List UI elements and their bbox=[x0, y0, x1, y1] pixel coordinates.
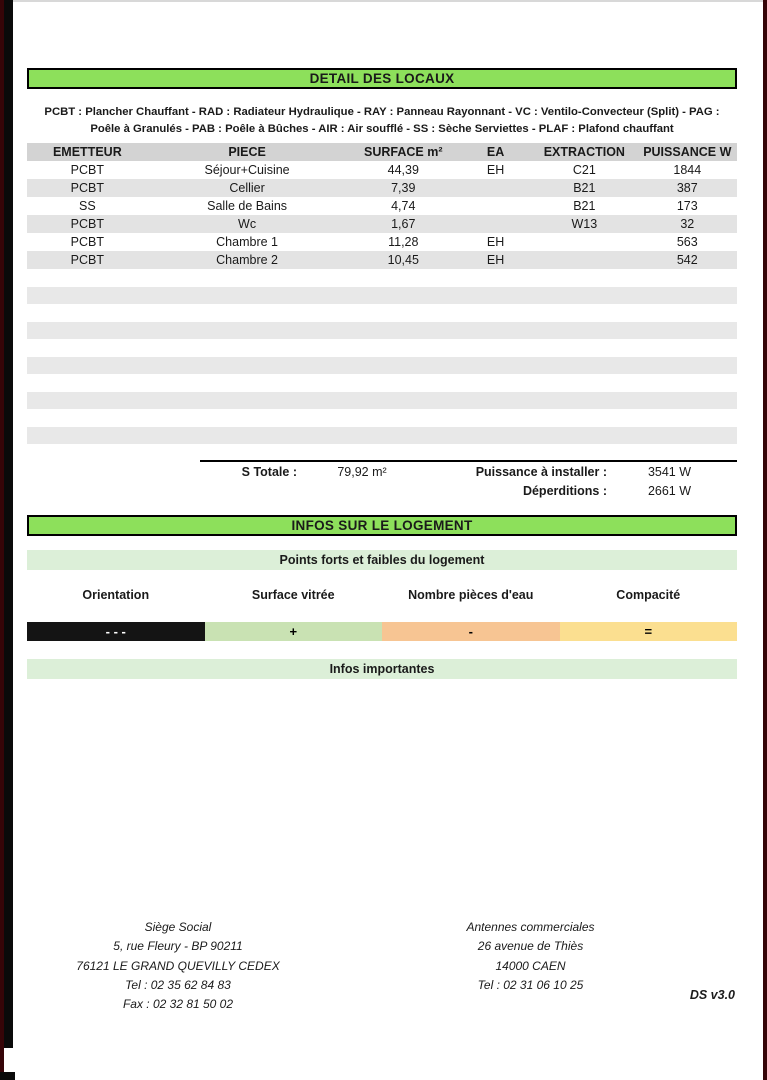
table-cell bbox=[531, 251, 638, 269]
table-header-cell: EA bbox=[460, 143, 531, 161]
table-header-row bbox=[27, 143, 737, 161]
table-row bbox=[27, 251, 737, 269]
s-totale-value: 79,92 m² bbox=[337, 465, 387, 479]
empty-table-row bbox=[27, 269, 737, 287]
table-header-cell: SURFACE m² bbox=[346, 143, 460, 161]
software-version-label: DS v3.0 bbox=[689, 988, 735, 1002]
table-cell: B21 bbox=[531, 179, 638, 197]
table-row bbox=[27, 215, 737, 233]
locaux-table bbox=[27, 143, 737, 269]
table-cell: PCBT bbox=[70, 163, 105, 177]
scan-corner-mark bbox=[0, 1072, 15, 1080]
empty-table-row bbox=[27, 374, 737, 392]
footer-address-line: Tel : 02 31 06 10 25 bbox=[477, 977, 584, 992]
puissance-a-installer-label: Puissance à installer : bbox=[475, 465, 607, 479]
antennes-commerciales-address bbox=[423, 918, 638, 995]
table-row bbox=[27, 197, 737, 215]
page-right-edge bbox=[763, 0, 767, 1080]
empty-table-row bbox=[27, 287, 737, 305]
table-cell: 7,39 bbox=[346, 179, 460, 197]
footer-address-line: Antennes commerciales bbox=[466, 920, 595, 934]
point-rating-cell: + bbox=[205, 622, 383, 641]
table-cell: 4,74 bbox=[391, 199, 416, 213]
empty-table-row bbox=[27, 392, 737, 410]
emitter-abbreviation-legend: PCBT : Plancher Chauffant - RAD : Radiateur Hydraulique - RAY : Panneau Rayonnant - VC : Ventilo-Convecteur (Split) - PAG : Poêle à Granulés - PAB : Poêle à Bûches - AIR : Air soufflé - SS : Sèche Serviettes - PLAF : Plafond chauffant bbox=[44, 106, 720, 135]
puissance-a-installer-value: 3541 W bbox=[647, 465, 692, 479]
empty-striped-rows bbox=[27, 269, 737, 444]
footer-address-line: 5, rue Fleury - BP 90211 bbox=[113, 939, 243, 954]
table-cell: 542 bbox=[638, 251, 737, 269]
section-title-infos-logement: INFOS SUR LE LOGEMENT bbox=[27, 515, 737, 536]
points-labels-row bbox=[27, 587, 737, 605]
table-cell: PCBT bbox=[27, 179, 148, 197]
empty-table-row bbox=[27, 409, 737, 427]
table-cell bbox=[531, 233, 638, 251]
table-cell: Cellier bbox=[148, 179, 347, 197]
table-cell: SS bbox=[79, 199, 96, 213]
table-body bbox=[27, 161, 737, 269]
empty-table-row bbox=[27, 304, 737, 322]
table-cell bbox=[460, 179, 531, 197]
table-header-cell: EMETTEUR bbox=[27, 143, 148, 161]
table-cell: Wc bbox=[148, 215, 347, 233]
table-cell: C21 bbox=[572, 163, 596, 177]
totals-section bbox=[27, 444, 737, 502]
table-cell bbox=[460, 197, 531, 215]
table-cell: 387 bbox=[638, 179, 737, 197]
point-rating-cell: - bbox=[382, 622, 560, 641]
table-cell: EH bbox=[460, 251, 531, 269]
footer-address-line: 76121 LE GRAND QUEVILLY CEDEX bbox=[76, 958, 280, 973]
point-category-label: Surface vitrée bbox=[251, 588, 335, 602]
table-cell: 44,39 bbox=[387, 163, 419, 177]
scan-shadow-bar bbox=[4, 0, 13, 1048]
empty-table-row bbox=[27, 427, 737, 445]
table-cell: 10,45 bbox=[346, 251, 460, 269]
table-cell: Chambre 2 bbox=[148, 251, 347, 269]
point-category-label: Nombre pièces d'eau bbox=[408, 588, 534, 602]
table-cell: 32 bbox=[638, 215, 737, 233]
footer-address-line: 26 avenue de Thiès bbox=[477, 939, 584, 954]
deperditions-value: 2661 W bbox=[647, 484, 692, 498]
table-cell bbox=[460, 215, 531, 233]
table-cell: 11,28 bbox=[388, 235, 419, 249]
point-rating-cell: = bbox=[560, 622, 738, 641]
section-title-detail-des-locaux: DETAIL DES LOCAUX bbox=[27, 68, 737, 89]
points-cells-row bbox=[27, 622, 737, 641]
table-cell: B21 bbox=[573, 199, 596, 213]
deperditions-label: Déperditions : bbox=[522, 484, 607, 498]
table-cell: PCBT bbox=[27, 215, 148, 233]
empty-table-row bbox=[27, 339, 737, 357]
footer-address-line: Tel : 02 35 62 84 83 bbox=[125, 977, 231, 992]
table-cell: 1844 bbox=[673, 163, 702, 177]
table-cell: 563 bbox=[676, 235, 698, 249]
footer-address-line: 14000 CAEN bbox=[495, 958, 566, 973]
point-category-label: Orientation bbox=[82, 588, 150, 602]
table-header-cell: EXTRACTION bbox=[531, 143, 638, 161]
table-cell: Séjour+Cuisine bbox=[204, 163, 290, 177]
infos-importantes-bar: Infos importantes bbox=[27, 659, 737, 679]
footer-address-line: Siège Social bbox=[144, 920, 212, 934]
s-totale-label: S Totale : bbox=[241, 465, 297, 479]
table-cell: PCBT bbox=[27, 251, 148, 269]
document-content bbox=[27, 0, 737, 679]
points-forts-faibles-bar: Points forts et faibles du logement bbox=[27, 550, 737, 570]
footer-address-line: Fax : 02 32 81 50 02 bbox=[122, 997, 234, 1012]
table-cell: Salle de Bains bbox=[207, 199, 288, 213]
table-cell: PCBT bbox=[70, 235, 105, 249]
table-cell: EH bbox=[486, 163, 505, 177]
table-header-cell: PUISSANCE W bbox=[638, 143, 737, 161]
table-row bbox=[27, 179, 737, 197]
table-cell: Chambre 1 bbox=[216, 235, 278, 249]
table-cell: 1,67 bbox=[346, 215, 460, 233]
point-category-label: Compacité bbox=[616, 588, 681, 602]
siege-social-address bbox=[33, 918, 323, 1014]
table-cell: 173 bbox=[676, 199, 698, 213]
table-row bbox=[27, 233, 737, 251]
empty-table-row bbox=[27, 322, 737, 340]
point-rating-cell: - - - bbox=[27, 622, 205, 641]
table-cell: EH bbox=[486, 235, 505, 249]
totals-divider-line bbox=[200, 460, 737, 462]
table-header-cell: PIECE bbox=[148, 143, 347, 161]
empty-table-row bbox=[27, 357, 737, 375]
table-row bbox=[27, 161, 737, 179]
table-cell: W13 bbox=[531, 215, 638, 233]
